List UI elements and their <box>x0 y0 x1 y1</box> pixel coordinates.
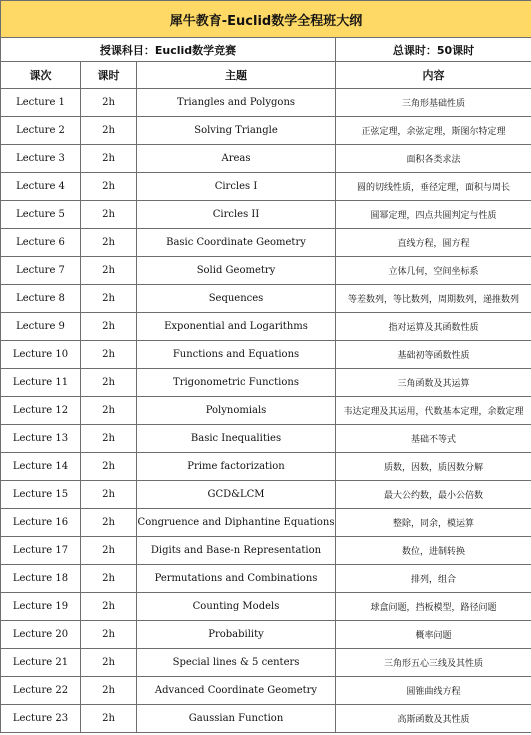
topic-cell: Digits and Base-n Representation <box>137 537 336 565</box>
hours-cell: 2h <box>81 537 137 565</box>
table-row <box>1 677 531 705</box>
topic-cell: Probability <box>137 621 336 649</box>
hours-cell: 2h <box>81 425 137 453</box>
table-row <box>1 229 531 257</box>
table-row <box>1 705 531 733</box>
table-body <box>1 89 531 733</box>
lecture-cell: Lecture 3 <box>1 145 81 173</box>
table-row <box>1 285 531 313</box>
lecture-cell: Lecture 6 <box>1 229 81 257</box>
topic-cell: Exponential and Logarithms <box>137 313 336 341</box>
topic-cell: Solid Geometry <box>137 257 336 285</box>
table-row <box>1 649 531 677</box>
content-cell: 数位，进制转换 <box>336 537 531 565</box>
hours-cell: 2h <box>81 117 137 145</box>
topic-cell: Congruence and Diphantine Equations <box>137 509 336 537</box>
topic-cell: Polynomials <box>137 397 336 425</box>
content-cell: 韦达定理及其运用，代数基本定理，余数定理 <box>336 397 531 425</box>
hours-cell: 2h <box>81 565 137 593</box>
page-title: 犀牛教育-Euclid数学全程班大纲 <box>1 1 531 38</box>
content-cell: 等差数列，等比数列，周期数列，递推数列 <box>336 285 531 313</box>
lecture-cell: Lecture 1 <box>1 89 81 117</box>
topic-cell: Prime factorization <box>137 453 336 481</box>
hours-cell: 2h <box>81 257 137 285</box>
subject-label: 授课科目：Euclid数学竞赛 <box>1 38 336 62</box>
hours-cell: 2h <box>81 145 137 173</box>
hours-cell: 2h <box>81 397 137 425</box>
table-row <box>1 509 531 537</box>
content-cell: 三角形五心三线及其性质 <box>336 649 531 677</box>
lecture-cell: Lecture 17 <box>1 537 81 565</box>
topic-cell: Special lines & 5 centers <box>137 649 336 677</box>
table-row <box>1 481 531 509</box>
lecture-cell: Lecture 13 <box>1 425 81 453</box>
hours-cell: 2h <box>81 285 137 313</box>
hours-cell: 2h <box>81 201 137 229</box>
table-row <box>1 593 531 621</box>
topic-cell: Functions and Equations <box>137 341 336 369</box>
content-cell: 基础初等函数性质 <box>336 341 531 369</box>
lecture-cell: Lecture 9 <box>1 313 81 341</box>
column-header-lecture: 课次 <box>1 62 81 89</box>
column-header-content: 内容 <box>336 62 531 89</box>
hours-cell: 2h <box>81 453 137 481</box>
topic-cell: Counting Models <box>137 593 336 621</box>
topic-cell: Circles I <box>137 173 336 201</box>
lecture-cell: Lecture 22 <box>1 677 81 705</box>
content-cell: 三角形基础性质 <box>336 89 531 117</box>
lecture-cell: Lecture 4 <box>1 173 81 201</box>
content-cell: 正弦定理，余弦定理，斯图尔特定理 <box>336 117 531 145</box>
lecture-cell: Lecture 5 <box>1 201 81 229</box>
topic-cell: Areas <box>137 145 336 173</box>
topic-cell: Gaussian Function <box>137 705 336 733</box>
content-cell: 圆的切线性质，垂径定理，面积与周长 <box>336 173 531 201</box>
table-row <box>1 565 531 593</box>
lecture-cell: Lecture 14 <box>1 453 81 481</box>
content-cell: 基础不等式 <box>336 425 531 453</box>
lecture-cell: Lecture 7 <box>1 257 81 285</box>
lecture-cell: Lecture 12 <box>1 397 81 425</box>
content-cell: 整除，同余，模运算 <box>336 509 531 537</box>
hours-cell: 2h <box>81 481 137 509</box>
content-cell: 排列，组合 <box>336 565 531 593</box>
content-cell: 指对运算及其函数性质 <box>336 313 531 341</box>
topic-cell: Basic Coordinate Geometry <box>137 229 336 257</box>
lecture-cell: Lecture 2 <box>1 117 81 145</box>
table-row <box>1 117 531 145</box>
content-cell: 最大公约数，最小公倍数 <box>336 481 531 509</box>
content-cell: 立体几何，空间坐标系 <box>336 257 531 285</box>
table-row <box>1 621 531 649</box>
column-header-topic: 主题 <box>137 62 336 89</box>
topic-cell: Advanced Coordinate Geometry <box>137 677 336 705</box>
lecture-cell: Lecture 16 <box>1 509 81 537</box>
topic-cell: Circles II <box>137 201 336 229</box>
table-row <box>1 257 531 285</box>
topic-cell: Solving Triangle <box>137 117 336 145</box>
content-cell: 三角函数及其运算 <box>336 369 531 397</box>
hours-cell: 2h <box>81 173 137 201</box>
content-cell: 球盒问题，挡板模型，路径问题 <box>336 593 531 621</box>
topic-cell: Trigonometric Functions <box>137 369 336 397</box>
lecture-cell: Lecture 15 <box>1 481 81 509</box>
content-cell: 圆锥曲线方程 <box>336 677 531 705</box>
lecture-cell: Lecture 8 <box>1 285 81 313</box>
hours-cell: 2h <box>81 621 137 649</box>
table-row <box>1 425 531 453</box>
info-row <box>1 38 531 62</box>
table-row <box>1 369 531 397</box>
hours-cell: 2h <box>81 649 137 677</box>
table-row <box>1 173 531 201</box>
topic-cell: Permutations and Combinations <box>137 565 336 593</box>
table-row <box>1 145 531 173</box>
content-cell: 面积各类求法 <box>336 145 531 173</box>
lecture-cell: Lecture 10 <box>1 341 81 369</box>
table-row <box>1 89 531 117</box>
topic-cell: Sequences <box>137 285 336 313</box>
lecture-cell: Lecture 19 <box>1 593 81 621</box>
lecture-cell: Lecture 18 <box>1 565 81 593</box>
lecture-cell: Lecture 11 <box>1 369 81 397</box>
content-cell: 概率问题 <box>336 621 531 649</box>
hours-cell: 2h <box>81 509 137 537</box>
topic-cell: Basic Inequalities <box>137 425 336 453</box>
topic-cell: Triangles and Polygons <box>137 89 336 117</box>
table-row <box>1 341 531 369</box>
hours-cell: 2h <box>81 89 137 117</box>
lecture-cell: Lecture 20 <box>1 621 81 649</box>
content-cell: 直线方程，圆方程 <box>336 229 531 257</box>
title-row <box>1 1 531 38</box>
topic-cell: GCD&LCM <box>137 481 336 509</box>
hours-cell: 2h <box>81 313 137 341</box>
lecture-cell: Lecture 21 <box>1 649 81 677</box>
hours-cell: 2h <box>81 229 137 257</box>
table-row <box>1 537 531 565</box>
column-header-row <box>1 62 531 89</box>
table-row <box>1 201 531 229</box>
content-cell: 圆幂定理，四点共圆判定与性质 <box>336 201 531 229</box>
content-cell: 质数，因数，质因数分解 <box>336 453 531 481</box>
total-hours-label: 总课时：50课时 <box>336 38 531 62</box>
table-row <box>1 397 531 425</box>
hours-cell: 2h <box>81 341 137 369</box>
hours-cell: 2h <box>81 705 137 733</box>
table-row <box>1 453 531 481</box>
hours-cell: 2h <box>81 677 137 705</box>
column-header-hours: 课时 <box>81 62 137 89</box>
hours-cell: 2h <box>81 593 137 621</box>
table-row <box>1 313 531 341</box>
lecture-cell: Lecture 23 <box>1 705 81 733</box>
content-cell: 高斯函数及其性质 <box>336 705 531 733</box>
hours-cell: 2h <box>81 369 137 397</box>
